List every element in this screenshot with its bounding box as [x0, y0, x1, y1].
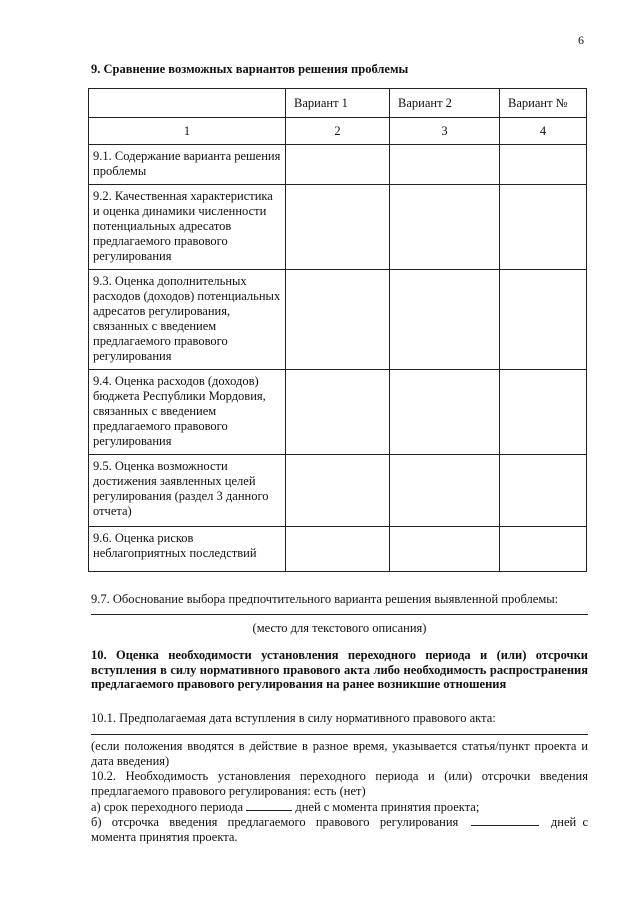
- header-cell-empty: [89, 89, 286, 118]
- table-row: [89, 185, 587, 270]
- row-label: 9.6. Оценка рисков неблагоприятных последствий: [89, 527, 286, 572]
- item-10-1: 10.1. Предполагаемая дата вступления в силу нормативного правового акта:: [91, 711, 496, 725]
- column-number: 2: [286, 118, 390, 145]
- item-10-2-a-suffix: дней с момента принятия проекта;: [295, 800, 480, 814]
- table-cell: [390, 145, 500, 185]
- answer-line-10-1: [91, 734, 588, 735]
- row-label: 9.1. Содержание варианта решения проблемы: [89, 145, 286, 185]
- item-10-2-a-prefix: а) срок переходного периода: [91, 800, 244, 814]
- item-10-2-a: [91, 799, 588, 815]
- item-9-7-caption: (место для текстового описания): [252, 621, 427, 635]
- table-cell: [390, 185, 500, 270]
- blank-line-period-days: [246, 799, 292, 811]
- table-cell: [390, 527, 500, 572]
- item-10-2-b-prefix: б) отсрочка введения предлагаемого правового регулирования: [91, 815, 459, 829]
- column-number: 3: [390, 118, 500, 145]
- table-header-row: [89, 89, 587, 118]
- comparison-table: [88, 88, 587, 572]
- table-cell: [286, 185, 390, 270]
- table-cell: [500, 455, 587, 527]
- item-10-2: 10.2. Необходимость установления переходного периода и (или) отсрочки введения предлагаемого правового регулирования: есть (нет): [91, 769, 588, 798]
- page-number: 6: [578, 33, 584, 47]
- section-10-heading: 10. Оценка необходимости установления переходного периода и (или) отсрочки вступления в силу нормативного правового акта либо необходимость распространения предлагаемого правового регулирования на ранее возникшие отношения: [91, 648, 588, 691]
- table-cell: [286, 370, 390, 455]
- row-label: 9.4. Оценка расходов (доходов) бюджета Республики Мордовия, связанных с введением предлагаемого правового регулирования: [89, 370, 286, 455]
- table-row: [89, 145, 587, 185]
- table-cell: [390, 370, 500, 455]
- section-9-heading: 9. Сравнение возможных вариантов решения проблемы: [91, 62, 409, 76]
- row-label: 9.3. Оценка дополнительных расходов (доходов) потенциальных адресатов регулирования, связанных с введением предлагаемого правового регулирования: [89, 270, 286, 370]
- item-10-2-b-suffix: дней с момента принятия проекта.: [91, 815, 589, 844]
- table-cell: [390, 455, 500, 527]
- table-cell: [500, 270, 587, 370]
- table-cell: [500, 370, 587, 455]
- table-cell: [286, 455, 390, 527]
- header-cell-variant-2: Вариант 2: [390, 89, 500, 118]
- table-cell: [390, 270, 500, 370]
- table-row: [89, 370, 587, 455]
- column-number: 1: [89, 118, 286, 145]
- table-row: [89, 270, 587, 370]
- table-cell: [500, 185, 587, 270]
- header-cell-variant-1: Вариант 1: [286, 89, 390, 118]
- row-label: 9.5. Оценка возможности достижения заявленных целей регулирования (раздел 3 данного отчета): [89, 455, 286, 527]
- item-10-1-note: (если положения вводятся в действие в разное время, указывается статья/пункт проекта и дата введения): [91, 739, 588, 768]
- row-label: 9.2. Качественная характеристика и оценка динамики численности потенциальных адресатов предлагаемого правового регулирования: [89, 185, 286, 270]
- column-number: 4: [500, 118, 587, 145]
- blank-line-delay-days: [471, 814, 539, 826]
- item-10-2-b: [91, 814, 588, 845]
- header-cell-variant-n: Вариант №: [500, 89, 587, 118]
- table-cell: [500, 145, 587, 185]
- table-cell: [286, 270, 390, 370]
- table-number-row: [89, 118, 587, 145]
- table-cell: [286, 527, 390, 572]
- table-cell: [500, 527, 587, 572]
- table-cell: [286, 145, 390, 185]
- table-row: [89, 527, 587, 572]
- item-9-7: 9.7. Обоснование выбора предпочтительного варианта решения выявленной проблемы:: [91, 592, 559, 606]
- table-row: [89, 455, 587, 527]
- answer-line-9-7: [91, 614, 588, 615]
